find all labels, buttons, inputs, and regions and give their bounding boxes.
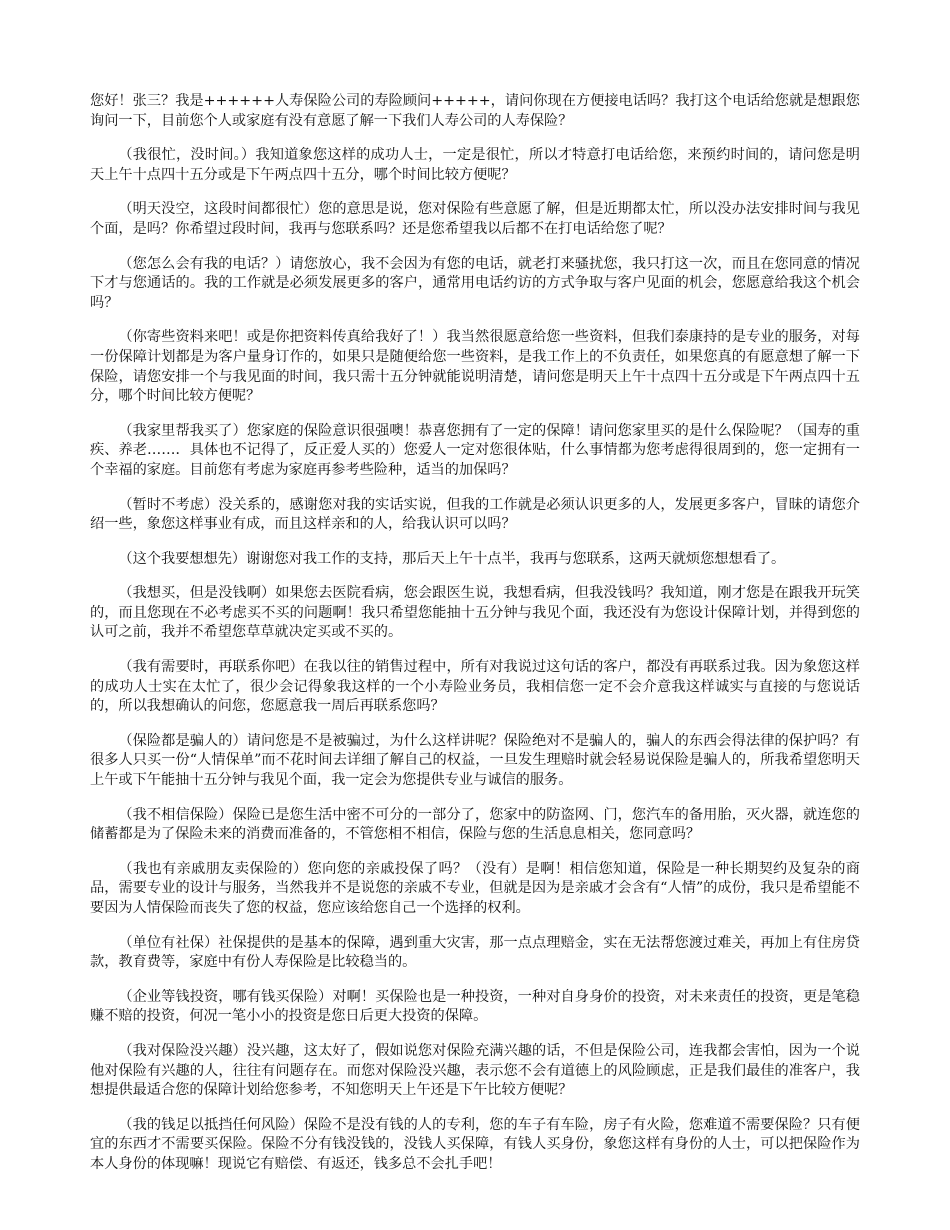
paragraph-intro: 您好！张三？我是++++++人寿保险公司的寿险顾问+++++，请问你现在方便接电话吗？我打这个电话给您就是想跟您询问一下，目前您个人或家庭有没有意愿了解一下我们人寿公司的人寿保险？ xyxy=(90,93,860,129)
paragraph-social-security: （单位有社保）社保提供的是基本的保障，遇到重大灾害，那一点点理赔金，实在无法帮您渡过难关，再加上有住房贷款，教育费等，家庭中有份人寿保险是比较稳当的。 xyxy=(90,934,860,971)
paragraph-family-bought: （我家里帮我买了）您家庭的保险意识很强噢！恭喜您拥有了一定的保障！请问您家里买的是什么保险呢？（国寿的重疾、养老……．具体也不记得了，反正爱人买的）您爱人一定对您很体贴，什么事情都为您考虑得很周到的，您一定拥有一个幸福的家庭。目前您有考虑为家庭再参考些险种，适当的加保吗？ xyxy=(90,422,860,478)
paragraph-busy: （我很忙，没时间。）我知道象您这样的成功人士，一定是很忙，所以才特意打电话给您，来预约时间的，请问您是明天上午十点四十五分或是下午两点四十五分，哪个时间比较方便呢？ xyxy=(90,147,860,183)
paragraph-contact-when-needed: （我有需要时，再联系你吧）在我以往的销售过程中，所有对我说过这句话的客户，都没有再联系过我。因为象您这样的成功人士实在太忙了，很少会记得象我这样的一个小寿险业务员，我相信您一定不会介意我这样诚实与直接的与您说话的，所以我想确认的问您，您愿意我一周后再联系您吗？ xyxy=(90,659,860,715)
paragraph-relatives-sell: （我也有亲戚朋友卖保险的）您向您的亲戚投保了吗？（没有）是啊！相信您知道，保险是一种长期契约及复杂的商品，需要专业的设计与服务，当然我并不是说您的亲戚不专业，但就是因为是亲戚才会含有“人情”的成份，我只是希望能不要因为人情保险而丧失了您的权益，您应该给您自己一个选择的权利。 xyxy=(90,860,860,916)
paragraph-business-investment: （企业等钱投资，哪有钱买保险）对啊！买保险也是一种投资，一种对自身身价的投资，对未来责任的投资，更是笔稳赚不赔的投资，何况一笔小小的投资是您日后更大投资的保障。 xyxy=(90,988,860,1025)
paragraph-no-time-tomorrow: （明天没空，这段时间都很忙）您的意思是说，您对保险有些意愿了解，但是近期都太忙，所以没办法安排时间与我见个面，是吗？你希望过段时间，我再与您联系吗？还是您希望我以后都不在打电话给您了呢？ xyxy=(90,201,860,237)
paragraph-not-interested: （我对保险没兴趣）没兴趣，这太好了，假如说您对保险充满兴趣的话，不但是保险公司，连我都会害怕，因为一个说他对保险有兴趣的人，往往有问题存在。而您对保险没兴趣，表示您不会有道德上的风险顾虑，正是我们最佳的准客户，我想提供最适合您的保障计划给您参考，不知您明天上午还是下午比较方便呢？ xyxy=(90,1042,860,1099)
paragraph-not-considering: （暂时不考虑）没关系的，感谢您对我的实话实说，但我的工作就是必须认识更多的人，发展更多客户，冒昧的请您介绍一些，象您这样事业有成，而且这样亲和的人，给我认识可以吗？ xyxy=(90,496,860,533)
document-body xyxy=(90,92,860,1190)
paragraph-think-first: （这个我要想想先）谢谢您对我工作的支持，那后天上午十点半，我再与您联系，这两天就烦您想想看了。 xyxy=(118,550,786,567)
paragraph-how-got-number: （您怎么会有我的电话？）请您放心，我不会因为有您的电话，就老打来骚扰您，我只打这一次，而且在您同意的情况下才与您通话的。我的工作就是必须发展更多的客户，通常用电话约访的方式争取与客户见面的机会，您愿意给我这个机会吗？ xyxy=(90,255,860,311)
paragraph-send-materials: （你寄些资料来吧！或是你把资料传真给我好了！）我当然很愿意给您一些资料，但我们泰康持的是专业的服务，对每一份保障计划都是为客户量身订作的，如果只是随便给您一些资料，是我工作上的不负责任，如果您真的有愿意想了解一下保险，请您安排一个与我见面的时间，我只需十五分钟就能说明清楚，请问您是明天上午十点四十五分或是下午两点四十五分，哪个时间比较方便呢？ xyxy=(90,329,860,405)
paragraph-insurance-scam: （保险都是骗人的）请问您是不是被骗过，为什么这样讲呢？保险绝对不是骗人的，骗人的东西会得法律的保护吗？有很多人只买一份“人情保单”而不花时间去详细了解自己的权益，一旦发生理赔时就会轻易说保险是骗人的，所我希望您明天上午或下午能抽十五分钟与我见个面，我一定会为您提供专业与诚信的服务。 xyxy=(90,732,860,789)
paragraph-dont-believe: （我不相信保险）保险已是您生活中密不可分的一部分了，您家中的防盗网、门，您汽车的备用胎，灭火器，就连您的储蓄都是为了保险未来的消费而准备的，不管您相不相信，保险与您的生活息息相关，您同意吗？ xyxy=(90,806,860,843)
paragraph-enough-money: （我的钱足以抵挡任何风险）保险不是没有钱的人的专利，您的车子有车险，房子有火险，您难道不需要保险？只有便宜的东西才不需要买保险。保险不分有钱没钱的，没钱人买保障，有钱人买身份，象您这样有身份的人士，可以把保险作为本人身份的体现嘛！现说它有赔偿、有返还，钱多总不会扎手吧！ xyxy=(90,1116,860,1172)
paragraph-no-money: （我想买，但是没钱啊）如果您去医院看病，您会跟医生说，我想看病，但我没钱吗？我知道，刚才您是在跟我开玩笑的，而且您现在不必考虑买不买的问题啊！我只希望您能抽十五分钟与我见个面，我还没有为您设计保障计划，并得到您的认可之前，我并不希望您草草就决定买或不买的。 xyxy=(90,585,860,641)
